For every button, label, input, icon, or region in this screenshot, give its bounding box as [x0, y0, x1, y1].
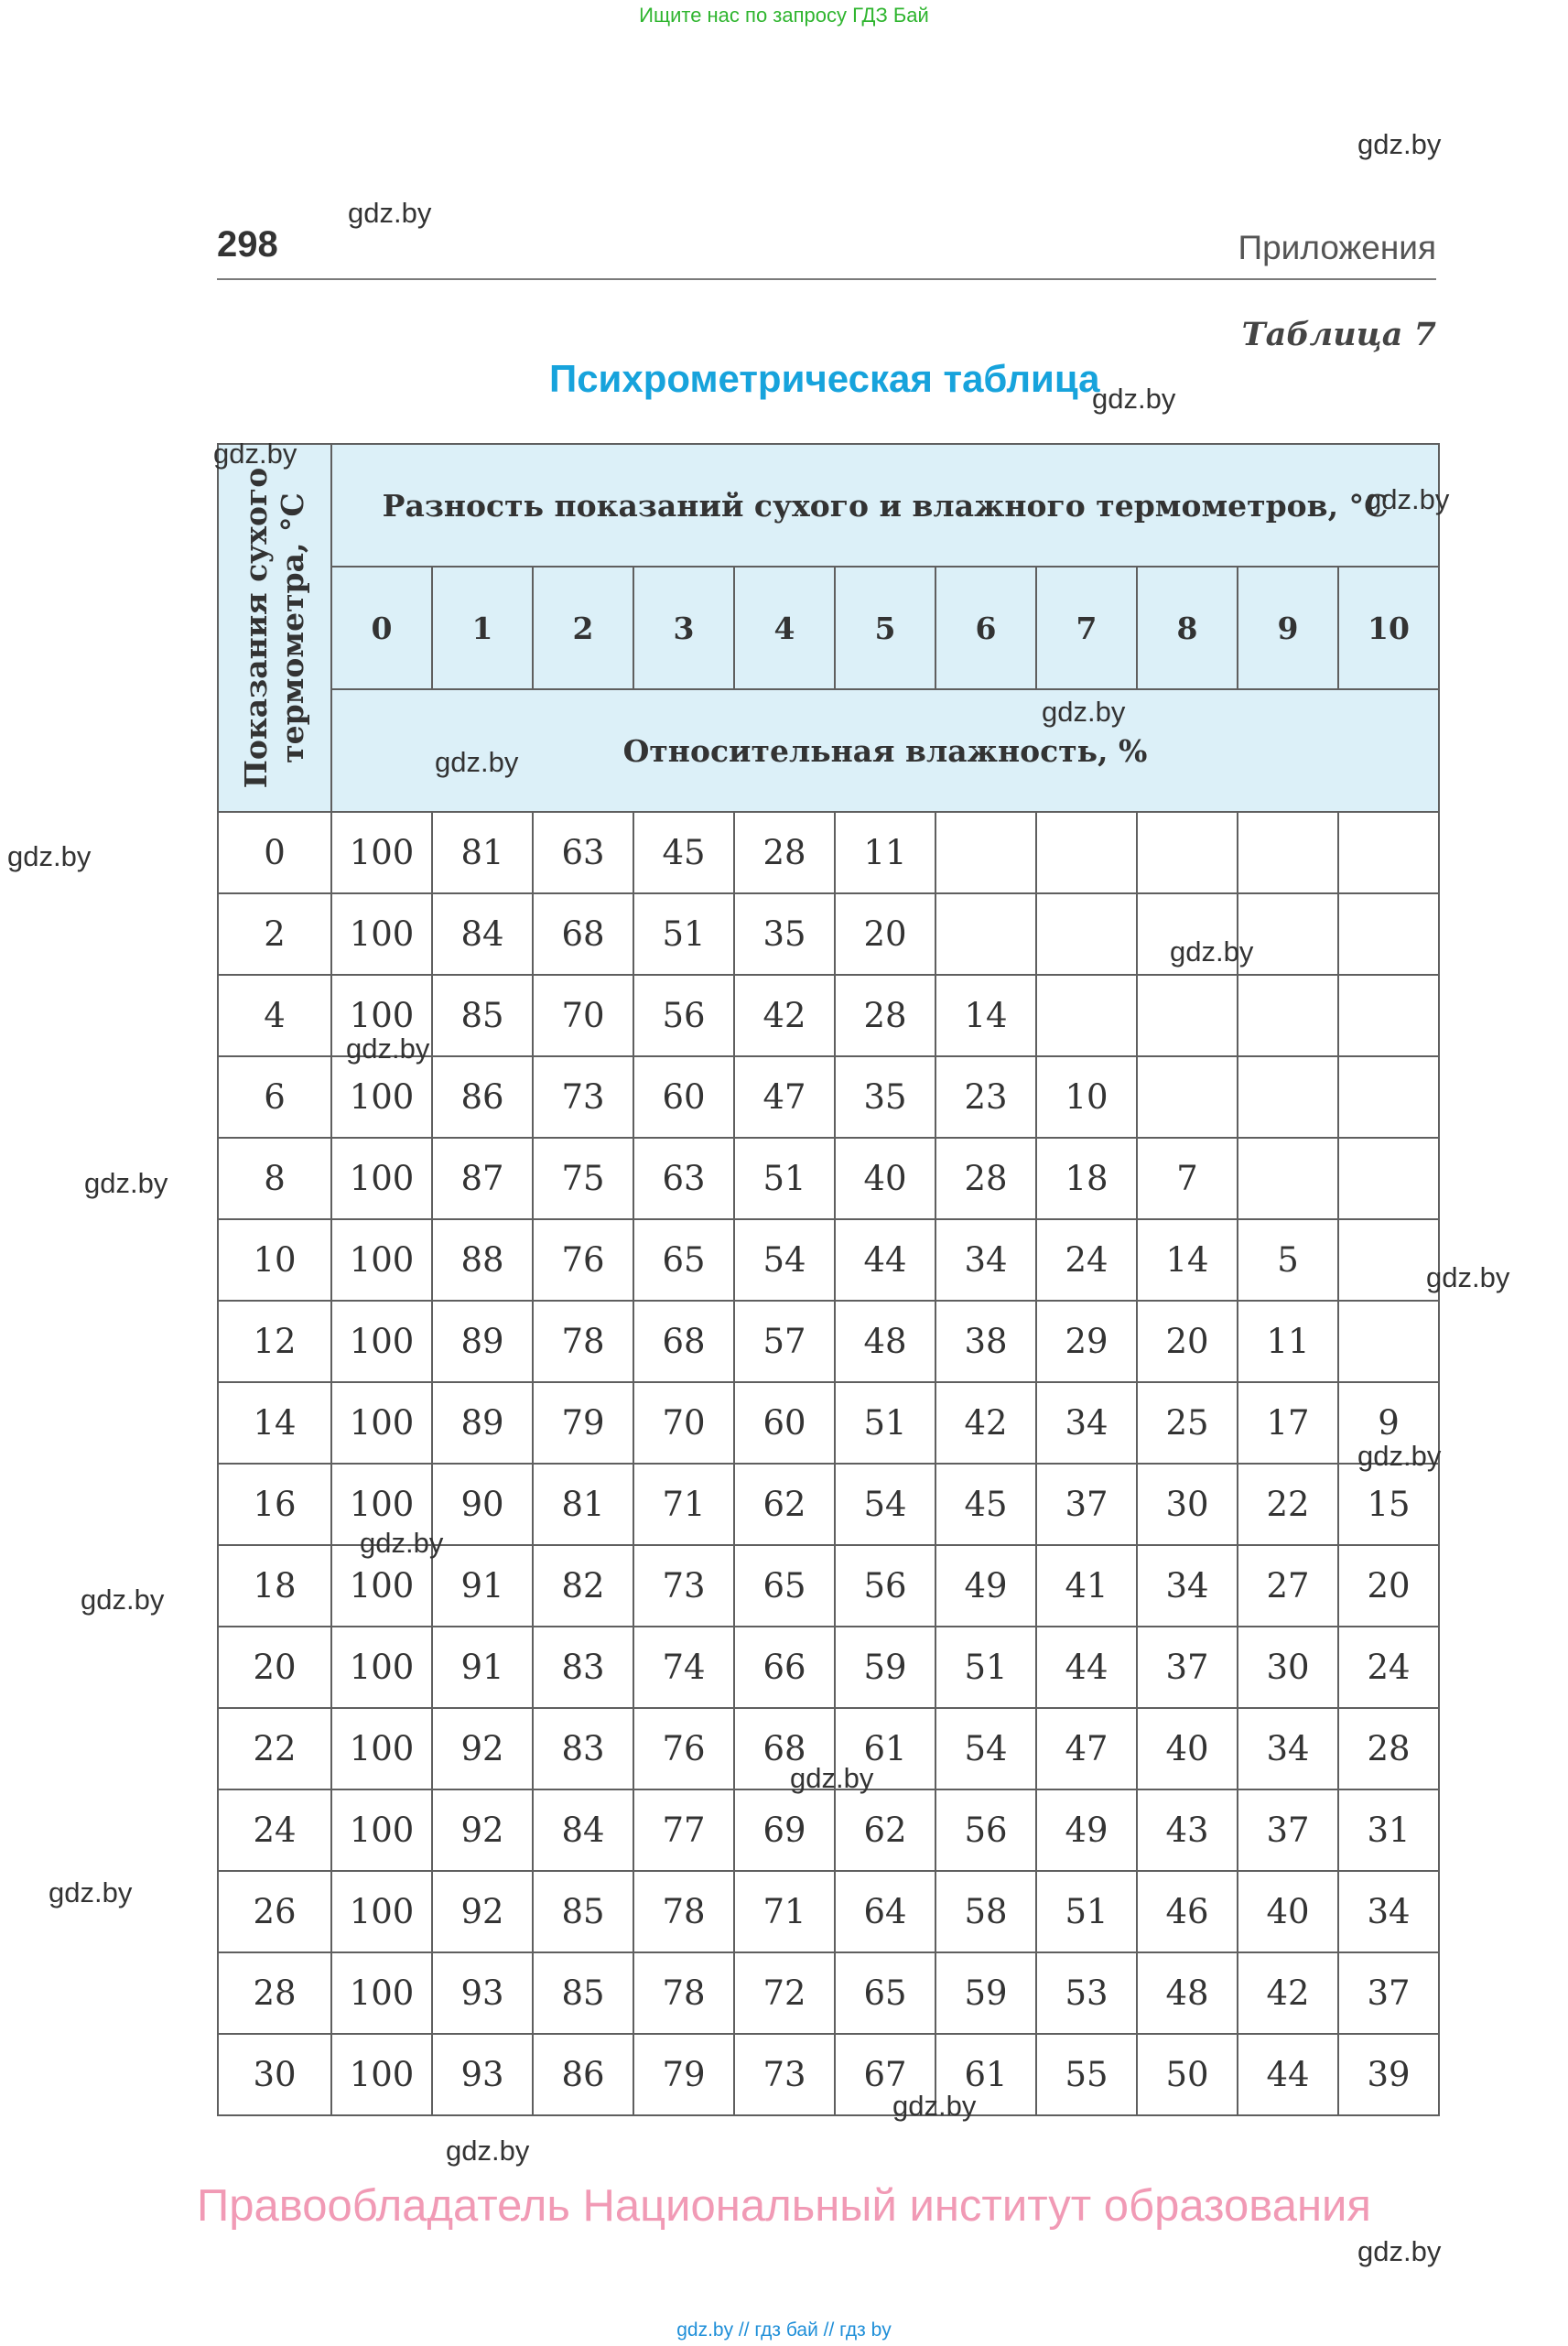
humidity-cell: 100	[331, 1545, 432, 1627]
humidity-cell	[1338, 812, 1439, 893]
watermark-text: gdz.by	[81, 1584, 165, 1616]
side-header-line2: термометра, °С	[275, 492, 310, 763]
humidity-cell: 61	[835, 1708, 935, 1789]
difference-values-row	[218, 567, 1439, 689]
table-row	[218, 1789, 1439, 1871]
dry-temp-cell: 0	[218, 812, 331, 893]
dry-temp-cell: 18	[218, 1545, 331, 1627]
table-label: Таблица 7	[1241, 316, 1436, 353]
humidity-cell: 65	[734, 1545, 835, 1627]
humidity-cell: 73	[533, 1056, 633, 1138]
humidity-cell: 63	[633, 1138, 734, 1219]
humidity-cell: 44	[1036, 1627, 1137, 1708]
humidity-cell: 54	[835, 1464, 935, 1545]
table-row	[218, 893, 1439, 975]
watermark-text: gdz.by	[1357, 1440, 1442, 1472]
humidity-cell: 68	[533, 893, 633, 975]
header-rule	[217, 278, 1436, 280]
table-row	[218, 1871, 1439, 1952]
difference-cell: 8	[1137, 567, 1238, 689]
dry-temp-cell: 10	[218, 1219, 331, 1301]
humidity-cell	[1137, 812, 1238, 893]
humidity-cell: 42	[935, 1382, 1036, 1464]
humidity-cell: 84	[533, 1789, 633, 1871]
humidity-header-row	[218, 689, 1439, 812]
humidity-cell: 100	[331, 2034, 432, 2115]
humidity-cell: 23	[935, 1056, 1036, 1138]
difference-header: Разность показаний сухого и влажного термометров, °С	[331, 444, 1439, 567]
humidity-cell: 88	[432, 1219, 533, 1301]
watermark-text: gdz.by	[446, 2135, 530, 2167]
watermark-text: gdz.by	[360, 1527, 444, 1559]
humidity-cell: 85	[533, 1871, 633, 1952]
humidity-cell: 51	[935, 1627, 1036, 1708]
watermark-text: gdz.by	[1357, 128, 1442, 160]
difference-cell: 3	[633, 567, 734, 689]
humidity-cell	[1137, 1056, 1238, 1138]
humidity-cell: 81	[533, 1464, 633, 1545]
humidity-cell: 89	[432, 1382, 533, 1464]
table-row	[218, 812, 1439, 893]
watermark-text: gdz.by	[1366, 483, 1450, 515]
humidity-cell: 45	[935, 1464, 1036, 1545]
humidity-cell: 11	[1238, 1301, 1338, 1382]
dry-temp-cell: 16	[218, 1464, 331, 1545]
humidity-cell: 64	[835, 1871, 935, 1952]
table-row	[218, 1382, 1439, 1464]
humidity-cell: 71	[734, 1871, 835, 1952]
humidity-cell: 44	[835, 1219, 935, 1301]
humidity-cell: 86	[432, 1056, 533, 1138]
humidity-cell: 22	[1238, 1464, 1338, 1545]
humidity-cell: 48	[1137, 1952, 1238, 2034]
humidity-header: Относительная влажность, %	[331, 689, 1439, 812]
humidity-cell: 7	[1137, 1138, 1238, 1219]
dry-temp-cell: 12	[218, 1301, 331, 1382]
watermark-text: gdz.by	[7, 840, 92, 872]
humidity-cell: 35	[734, 893, 835, 975]
humidity-cell: 17	[1238, 1382, 1338, 1464]
humidity-cell: 81	[432, 812, 533, 893]
humidity-cell: 77	[633, 1789, 734, 1871]
humidity-cell: 5	[1238, 1219, 1338, 1301]
humidity-cell	[1338, 1138, 1439, 1219]
watermark-text: gdz.by	[435, 746, 519, 778]
humidity-cell: 27	[1238, 1545, 1338, 1627]
watermark-text: gdz.by	[348, 197, 432, 229]
table-row	[218, 1056, 1439, 1138]
humidity-cell: 73	[734, 2034, 835, 2115]
humidity-cell: 61	[935, 2034, 1036, 2115]
humidity-cell: 14	[935, 975, 1036, 1056]
dry-temp-cell: 6	[218, 1056, 331, 1138]
humidity-cell: 28	[835, 975, 935, 1056]
humidity-cell: 56	[633, 975, 734, 1056]
humidity-cell: 49	[935, 1545, 1036, 1627]
watermark-text: gdz.by	[49, 1876, 133, 1908]
humidity-cell	[935, 893, 1036, 975]
humidity-cell: 38	[935, 1301, 1036, 1382]
humidity-cell: 51	[734, 1138, 835, 1219]
humidity-cell: 100	[331, 1627, 432, 1708]
psychrometric-table	[217, 443, 1440, 2116]
humidity-cell: 45	[633, 812, 734, 893]
humidity-cell: 91	[432, 1545, 533, 1627]
humidity-cell: 35	[835, 1056, 935, 1138]
humidity-cell: 42	[734, 975, 835, 1056]
humidity-cell: 62	[835, 1789, 935, 1871]
watermark-text: gdz.by	[1426, 1261, 1510, 1293]
humidity-cell: 11	[835, 812, 935, 893]
watermark-text: gdz.by	[790, 1762, 874, 1794]
humidity-cell: 70	[633, 1382, 734, 1464]
humidity-cell	[1338, 893, 1439, 975]
humidity-cell: 44	[1238, 2034, 1338, 2115]
humidity-cell: 100	[331, 1871, 432, 1952]
humidity-cell: 93	[432, 2034, 533, 2115]
dry-thermometer-header	[218, 444, 331, 812]
humidity-cell: 92	[432, 1708, 533, 1789]
table-row	[218, 1301, 1439, 1382]
humidity-cell	[935, 812, 1036, 893]
dry-temp-cell: 4	[218, 975, 331, 1056]
table-row	[218, 1138, 1439, 1219]
humidity-cell: 39	[1338, 2034, 1439, 2115]
table-row	[218, 1952, 1439, 2034]
humidity-cell: 100	[331, 975, 432, 1056]
watermark-text: gdz.by	[1357, 2235, 1442, 2267]
humidity-cell: 40	[1137, 1708, 1238, 1789]
dry-temp-cell: 8	[218, 1138, 331, 1219]
dry-temp-cell: 28	[218, 1952, 331, 2034]
humidity-cell: 86	[533, 2034, 633, 2115]
humidity-cell: 59	[935, 1952, 1036, 2034]
humidity-cell: 76	[633, 1708, 734, 1789]
table-row	[218, 2034, 1439, 2115]
humidity-cell: 25	[1137, 1382, 1238, 1464]
humidity-cell: 78	[633, 1871, 734, 1952]
humidity-cell: 100	[331, 1382, 432, 1464]
humidity-cell: 93	[432, 1952, 533, 2034]
humidity-cell: 100	[331, 1952, 432, 2034]
humidity-cell: 65	[633, 1219, 734, 1301]
humidity-cell: 68	[734, 1708, 835, 1789]
watermark-text: gdz.by	[1092, 383, 1176, 415]
humidity-cell: 90	[432, 1464, 533, 1545]
humidity-cell: 31	[1338, 1789, 1439, 1871]
dry-temp-cell: 22	[218, 1708, 331, 1789]
humidity-cell: 18	[1036, 1138, 1137, 1219]
humidity-cell: 92	[432, 1871, 533, 1952]
difference-cell: 7	[1036, 567, 1137, 689]
humidity-cell: 70	[533, 975, 633, 1056]
humidity-cell: 56	[835, 1545, 935, 1627]
humidity-cell: 84	[432, 893, 533, 975]
humidity-cell: 54	[734, 1219, 835, 1301]
humidity-cell: 51	[835, 1382, 935, 1464]
humidity-cell	[1338, 1056, 1439, 1138]
humidity-cell	[1338, 975, 1439, 1056]
humidity-cell	[1238, 1138, 1338, 1219]
humidity-cell: 92	[432, 1789, 533, 1871]
humidity-cell: 34	[1338, 1871, 1439, 1952]
humidity-cell: 59	[835, 1627, 935, 1708]
difference-cell: 2	[533, 567, 633, 689]
humidity-cell: 85	[432, 975, 533, 1056]
humidity-cell: 71	[633, 1464, 734, 1545]
humidity-cell: 100	[331, 812, 432, 893]
difference-cell: 0	[331, 567, 432, 689]
humidity-cell: 100	[331, 1708, 432, 1789]
humidity-cell: 48	[835, 1301, 935, 1382]
humidity-cell: 66	[734, 1627, 835, 1708]
humidity-cell: 73	[633, 1545, 734, 1627]
humidity-cell: 56	[935, 1789, 1036, 1871]
header-row-top	[218, 444, 1439, 567]
top-banner: Ищите нас по запросу ГДЗ Бай	[639, 4, 929, 27]
humidity-cell: 87	[432, 1138, 533, 1219]
humidity-cell: 100	[331, 1301, 432, 1382]
humidity-cell: 15	[1338, 1464, 1439, 1545]
humidity-cell: 24	[1036, 1219, 1137, 1301]
humidity-cell: 100	[331, 1138, 432, 1219]
humidity-cell: 85	[533, 1952, 633, 2034]
humidity-cell	[1036, 893, 1137, 975]
humidity-cell: 60	[734, 1382, 835, 1464]
humidity-cell: 83	[533, 1708, 633, 1789]
difference-cell: 1	[432, 567, 533, 689]
footer-links: gdz.by // гдз бай // гдз by	[676, 2319, 892, 2341]
humidity-cell	[1338, 1219, 1439, 1301]
humidity-cell: 46	[1137, 1871, 1238, 1952]
humidity-cell: 37	[1238, 1789, 1338, 1871]
humidity-cell: 37	[1338, 1952, 1439, 2034]
humidity-cell: 62	[734, 1464, 835, 1545]
humidity-cell: 37	[1137, 1627, 1238, 1708]
difference-cell: 4	[734, 567, 835, 689]
humidity-cell: 40	[835, 1138, 935, 1219]
dry-temp-cell: 20	[218, 1627, 331, 1708]
humidity-cell: 34	[1137, 1545, 1238, 1627]
dry-temp-cell: 24	[218, 1789, 331, 1871]
watermark-text: gdz.by	[1170, 935, 1254, 968]
humidity-cell: 47	[734, 1056, 835, 1138]
humidity-cell: 49	[1036, 1789, 1137, 1871]
humidity-cell	[1137, 975, 1238, 1056]
humidity-cell: 78	[633, 1952, 734, 2034]
humidity-cell: 67	[835, 2034, 935, 2115]
humidity-cell: 9	[1338, 1382, 1439, 1464]
humidity-cell	[1338, 1301, 1439, 1382]
page-number: 298	[217, 224, 278, 265]
humidity-cell: 63	[533, 812, 633, 893]
humidity-cell: 58	[935, 1871, 1036, 1952]
side-header-text	[238, 468, 311, 788]
dry-temp-cell: 2	[218, 893, 331, 975]
humidity-cell: 100	[331, 1789, 432, 1871]
humidity-cell: 24	[1338, 1627, 1439, 1708]
humidity-cell: 10	[1036, 1056, 1137, 1138]
difference-cell: 5	[835, 567, 935, 689]
humidity-cell: 34	[1238, 1708, 1338, 1789]
difference-cell: 10	[1338, 567, 1439, 689]
watermark-text: gdz.by	[213, 438, 297, 470]
side-header-line1: Показания сухого	[238, 467, 274, 789]
dry-temp-cell: 26	[218, 1871, 331, 1952]
watermark-text: gdz.by	[84, 1167, 168, 1199]
humidity-cell: 82	[533, 1545, 633, 1627]
humidity-cell: 54	[935, 1708, 1036, 1789]
humidity-cell: 20	[1137, 1301, 1238, 1382]
humidity-cell: 74	[633, 1627, 734, 1708]
humidity-cell: 34	[935, 1219, 1036, 1301]
humidity-cell: 79	[533, 1382, 633, 1464]
humidity-cell: 41	[1036, 1545, 1137, 1627]
humidity-cell: 28	[1338, 1708, 1439, 1789]
humidity-cell: 47	[1036, 1708, 1137, 1789]
humidity-cell	[1238, 812, 1338, 893]
humidity-cell: 65	[835, 1952, 935, 2034]
section-title: Приложения	[1238, 229, 1436, 266]
humidity-cell: 28	[935, 1138, 1036, 1219]
copyright-notice: Правообладатель Национальный институт образования	[197, 2181, 1371, 2231]
humidity-cell: 100	[331, 1219, 432, 1301]
humidity-cell: 100	[331, 1464, 432, 1545]
humidity-cell: 78	[533, 1301, 633, 1382]
table-row	[218, 1219, 1439, 1301]
humidity-cell: 57	[734, 1301, 835, 1382]
humidity-cell: 100	[331, 893, 432, 975]
humidity-cell: 34	[1036, 1382, 1137, 1464]
humidity-cell: 53	[1036, 1952, 1137, 2034]
humidity-cell: 68	[633, 1301, 734, 1382]
humidity-cell: 55	[1036, 2034, 1137, 2115]
humidity-cell: 75	[533, 1138, 633, 1219]
humidity-cell: 51	[1036, 1871, 1137, 1952]
humidity-cell: 50	[1137, 2034, 1238, 2115]
humidity-cell: 72	[734, 1952, 835, 2034]
difference-cell: 9	[1238, 567, 1338, 689]
humidity-cell: 42	[1238, 1952, 1338, 2034]
humidity-cell: 51	[633, 893, 734, 975]
humidity-cell: 69	[734, 1789, 835, 1871]
watermark-text: gdz.by	[346, 1032, 430, 1065]
humidity-cell: 30	[1137, 1464, 1238, 1545]
dry-temp-cell: 30	[218, 2034, 331, 2115]
dry-temp-cell: 14	[218, 1382, 331, 1464]
humidity-cell: 40	[1238, 1871, 1338, 1952]
table-row	[218, 1627, 1439, 1708]
humidity-cell	[1036, 975, 1137, 1056]
humidity-cell: 79	[633, 2034, 734, 2115]
difference-cell: 6	[935, 567, 1036, 689]
humidity-cell	[1238, 1056, 1338, 1138]
humidity-cell: 43	[1137, 1789, 1238, 1871]
humidity-cell: 91	[432, 1627, 533, 1708]
watermark-text: gdz.by	[892, 2090, 977, 2122]
humidity-cell: 20	[1338, 1545, 1439, 1627]
humidity-cell: 20	[835, 893, 935, 975]
humidity-cell	[1036, 812, 1137, 893]
humidity-cell	[1238, 975, 1338, 1056]
table-title: Психрометрическая таблица	[549, 357, 1100, 400]
humidity-cell: 60	[633, 1056, 734, 1138]
humidity-cell: 37	[1036, 1464, 1137, 1545]
watermark-text: gdz.by	[1042, 696, 1126, 728]
humidity-cell: 28	[734, 812, 835, 893]
humidity-cell: 89	[432, 1301, 533, 1382]
humidity-cell: 76	[533, 1219, 633, 1301]
humidity-cell: 83	[533, 1627, 633, 1708]
humidity-cell: 29	[1036, 1301, 1137, 1382]
humidity-cell: 14	[1137, 1219, 1238, 1301]
humidity-cell: 30	[1238, 1627, 1338, 1708]
humidity-cell: 100	[331, 1056, 432, 1138]
